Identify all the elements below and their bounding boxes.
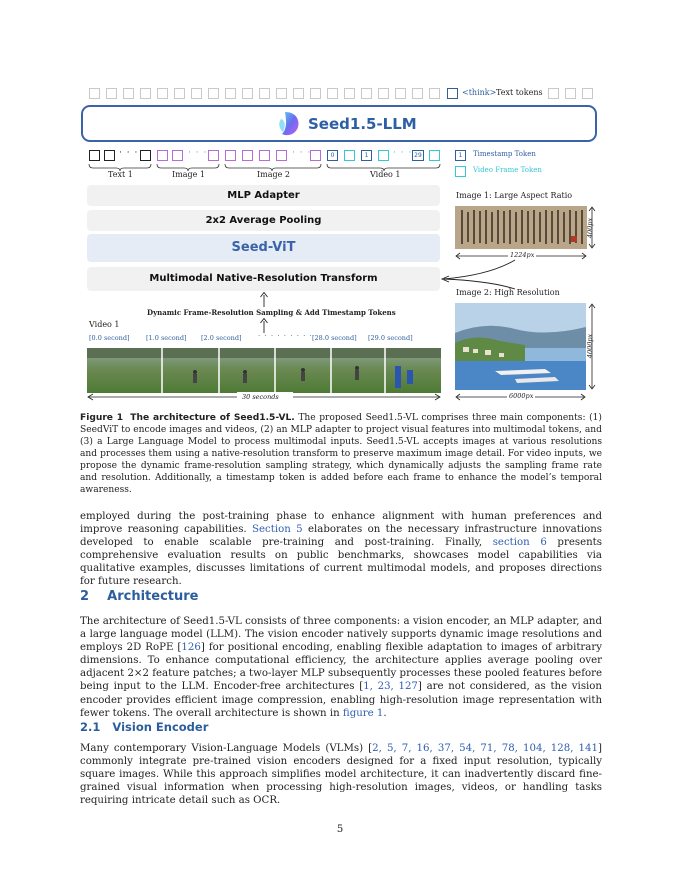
image2-width-label: 6000px	[509, 392, 534, 400]
native-resolution-transform-box: Multimodal Native-Resolution Transform	[87, 267, 440, 291]
video-label: Video 1	[89, 320, 120, 329]
section-title: Architecture	[107, 589, 199, 604]
video-frames-strip	[87, 348, 441, 393]
group-label-image2: Image 2	[257, 170, 291, 179]
text-run: ] for positional encoding, enabling flexible adaptation to images of arbitrary dimensions. To enhance computational efficiency, the architecture applies average pooling over adjacent 2×2 feature patches; a two-layer MLP subsequently processes these pooled features before being input to the LLM. Encoder-free architectures [	[80, 642, 603, 693]
page-number: 5	[336, 824, 344, 835]
text-run: ] are not considered, as the vision encoder provides efficient image compression, enabling high-resolution image representation with fewer tokens. The overall architecture is shown in	[80, 681, 602, 719]
caption-label: Figure 1	[80, 413, 124, 423]
text-run: The architecture of Seed1.5-VL consists of three components: a vision encoder, an MLP adapter, and a large language model (LLM). The vision encoder natively supports dynamic image resolutions and employs 2D RoPE [	[80, 616, 602, 654]
paragraph-architecture	[80, 615, 602, 720]
input-token-row: · · · · · · · · · 0 1 · · · 29 1 Timestamp Token	[0, 150, 680, 164]
text-run: Many contemporary Vision-Language Models (VLMs) [	[80, 743, 373, 754]
image2-title: Image 2: High Resolution	[456, 288, 560, 297]
group-label-video1: Video 1	[370, 170, 401, 179]
image1-width-label: 1224px	[510, 251, 535, 259]
section5-link[interactable]: Section 5	[252, 524, 303, 536]
group-label-image1: Image 1	[172, 170, 206, 179]
text-tokens-label: Text tokens	[496, 88, 543, 97]
image1-calligraphy	[455, 206, 587, 249]
figure-caption	[80, 412, 602, 496]
section-title: Vision Encoder	[112, 720, 209, 734]
text-run: .	[383, 707, 387, 719]
citation-link[interactable]: 1, 23, 127	[363, 681, 418, 693]
text-run: elaborates on the necessary infrastructure innovations developed to enable scalable pre-training and post-training. Finally,	[80, 524, 602, 549]
caption-text: The proposed Seed1.5-VL comprises three main components: (1) SeedViT to encode images and videos, (2) an MLP adapter to project visual features into multimodal tokens, and (3) a Large Language Model to process multimodal inputs. Seed1.5-VL accepts images at various resolutions and processes them using a native-resolution transform to preserve maximum image detail. For video inputs, we propose the dynamic frame-resolution sampling strategy, which dynamically adjusts the sampling frame rate and resolution. Additionally, a timestamp token is added before each frame to enhance the model’s temporal awareness.	[80, 413, 602, 495]
seed-logo-icon	[276, 110, 302, 138]
group-label-text1: Text 1	[108, 170, 133, 179]
paragraph-intro-end	[80, 510, 602, 589]
think-tag: <think>	[462, 88, 497, 97]
section-heading	[80, 589, 198, 604]
llm-box	[81, 105, 597, 142]
section-number: 2	[80, 589, 90, 604]
section-number: 2.1	[80, 720, 101, 734]
timestamp-token-legend: Timestamp Token	[473, 150, 536, 158]
timestamp-label: [28.0 second]	[312, 334, 357, 342]
timestamp-label: [1.0 second]	[146, 334, 187, 342]
llm-title: Seed1.5-LLM	[308, 115, 417, 133]
seed-vit-box: Seed-ViT	[87, 234, 440, 262]
timestamp-label: [2.0 second]	[201, 334, 242, 342]
video-duration-label: 30 seconds	[242, 393, 279, 401]
subsection-heading	[80, 720, 208, 734]
image2-height-label: 4000px	[586, 333, 595, 359]
citation-link[interactable]: 2, 5, 7, 16, 37, 54, 71, 78, 104, 128, 141	[372, 743, 598, 754]
timestamp-label: [29.0 second]	[368, 334, 413, 342]
text-run: employed during the post-training phase to enhance alignment with human preferences and improve reasoning capabilities.	[80, 511, 602, 536]
section6-link[interactable]: section 6	[492, 537, 547, 549]
image1-title: Image 1: Large Aspect Ratio	[456, 191, 573, 200]
figure-1: <think> Text tokens Seed1.5-LLM · · · · · · · · · 0 1 · · · 29 1 Timestamp Token Video Frame Token Text 1 Image 1 Image 2 Video 1 MLP Adapter 2x2 Average Pooling Seed-ViT Multimodal Native-Resolution Transform Dynamic Frame-Resolution Sampling & Add Timestamp Tokens Video 1 [0.0 second] [1.0 second] [2.0 second] · · · · · · · · · [28.0 second] [29.0 second] 30 seconds Image 1: Large Aspect Ratio 400px 1224px Image 2: High Resolution 4000px 6000px	[0, 0, 680, 410]
output-token-row	[0, 88, 680, 102]
image2-lake-painting	[455, 303, 586, 390]
text-run: ] commonly integrate pre-trained vision encoders designed for a fixed input resolution, typically square images. While this approach simplifies model architecture, it can inadvertently discard fine-grained visual information when processing high-resolution images, videos, or handling tasks requiring intricate detail such as OCR.	[80, 743, 602, 807]
mlp-adapter-box: MLP Adapter	[87, 185, 440, 206]
video-frame-token-legend: Video Frame Token	[473, 166, 542, 174]
avg-pooling-box: 2x2 Average Pooling	[87, 210, 440, 231]
dynamic-sampling-label: Dynamic Frame-Resolution Sampling & Add Timestamp Tokens	[147, 308, 396, 317]
text-run: presents comprehensive evaluation results on public benchmarks, showcases model capabilities via qualitative examples, discusses limitations of current multimodal models, and proposes directions for future research.	[80, 537, 602, 588]
figure1-link[interactable]: figure 1	[342, 707, 384, 719]
timestamp-label: [0.0 second]	[89, 334, 130, 342]
caption-title: The architecture of Seed1.5-VL.	[130, 413, 295, 423]
citation-link[interactable]: 126	[181, 642, 201, 654]
image1-height-label: 400px	[586, 217, 595, 239]
paragraph-vision-encoder	[80, 742, 602, 807]
up-arrow-icon	[258, 292, 270, 308]
